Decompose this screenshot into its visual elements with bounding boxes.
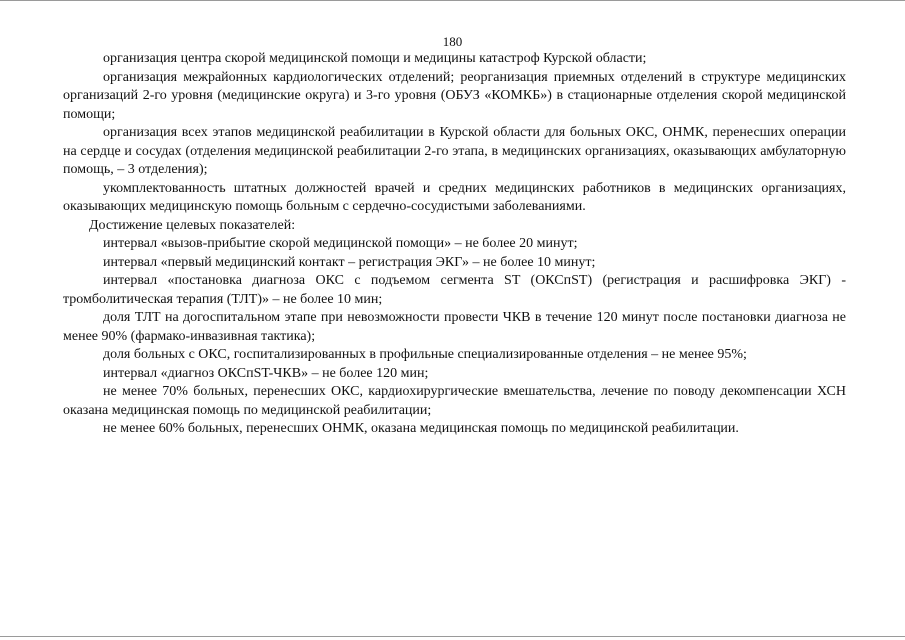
page-number: 180	[442, 34, 463, 49]
list-item: интервал «первый медицинский контакт – регистрация ЭКГ» – не более 10 минут;	[103, 254, 596, 270]
paragraph: укомплектованность штатных должностей врачей и средних медицинских работников в медицинских организациях, оказывающих медицинскую помощь больным с сердечно-сосудистыми заболеваниями.	[63, 180, 846, 214]
list-item: не менее 60% больных, перенесших ОНМК, оказана медицинская помощь по медицинской реабилитации.	[103, 421, 739, 436]
list-item: интервал «диагноз ОКСпST-ЧКВ» – не более 120 мин;	[103, 365, 429, 381]
bottom-divider	[0, 636, 905, 637]
paragraph: организация всех этапов медицинской реабилитации в Курской области для больных ОКС, ОНМК, перенесших операции на сердце и сосудах (отделения медицинской реабилитации 2-го этапа, в медицинских организациях, оказывающих амбулаторную помощь, – 3 отделения);	[63, 125, 846, 177]
paragraph: организация межрайонных кардиологических отделений; реорганизация приемных отделений в структуре медицинских организаций 2-го уровня (медицинские округа) и 3-го уровня (ОБУЗ «КОМКБ») в стационарные отделения скорой медицинской помощи;	[63, 69, 846, 122]
paragraph: организация центра скорой медицинской помощи и медицины катастроф Курской области;	[103, 51, 647, 66]
list-item: доля больных с ОКС, госпитализированных в профильные специализированные отделения – не менее 95%;	[103, 347, 747, 362]
document-body	[63, 50, 846, 439]
list-item: доля ТЛТ на догоспитальном этапе при невозможности провести ЧКВ в течение 120 минут после постановки диагноза не менее 90% (фармако-инвазивная тактика);	[63, 310, 846, 344]
list-item: не менее 70% больных, перенесших ОКС, кардиохирургические вмешательства, лечение по поводу декомпенсации ХСН оказана медицинская помощь по медицинской реабилитации;	[63, 384, 846, 418]
list-item: интервал «постановка диагноза ОКС с подъемом сегмента ST (ОКСпST) (регистрация и расшифровка ЭКГ) - тромболитическая терапия (ТЛТ)» – не более 10 мин;	[63, 273, 846, 307]
list-item: интервал «вызов-прибытие скорой медицинской помощи» – не более 20 минут;	[103, 236, 578, 251]
section-heading: Достижение целевых показателей:	[89, 217, 296, 233]
